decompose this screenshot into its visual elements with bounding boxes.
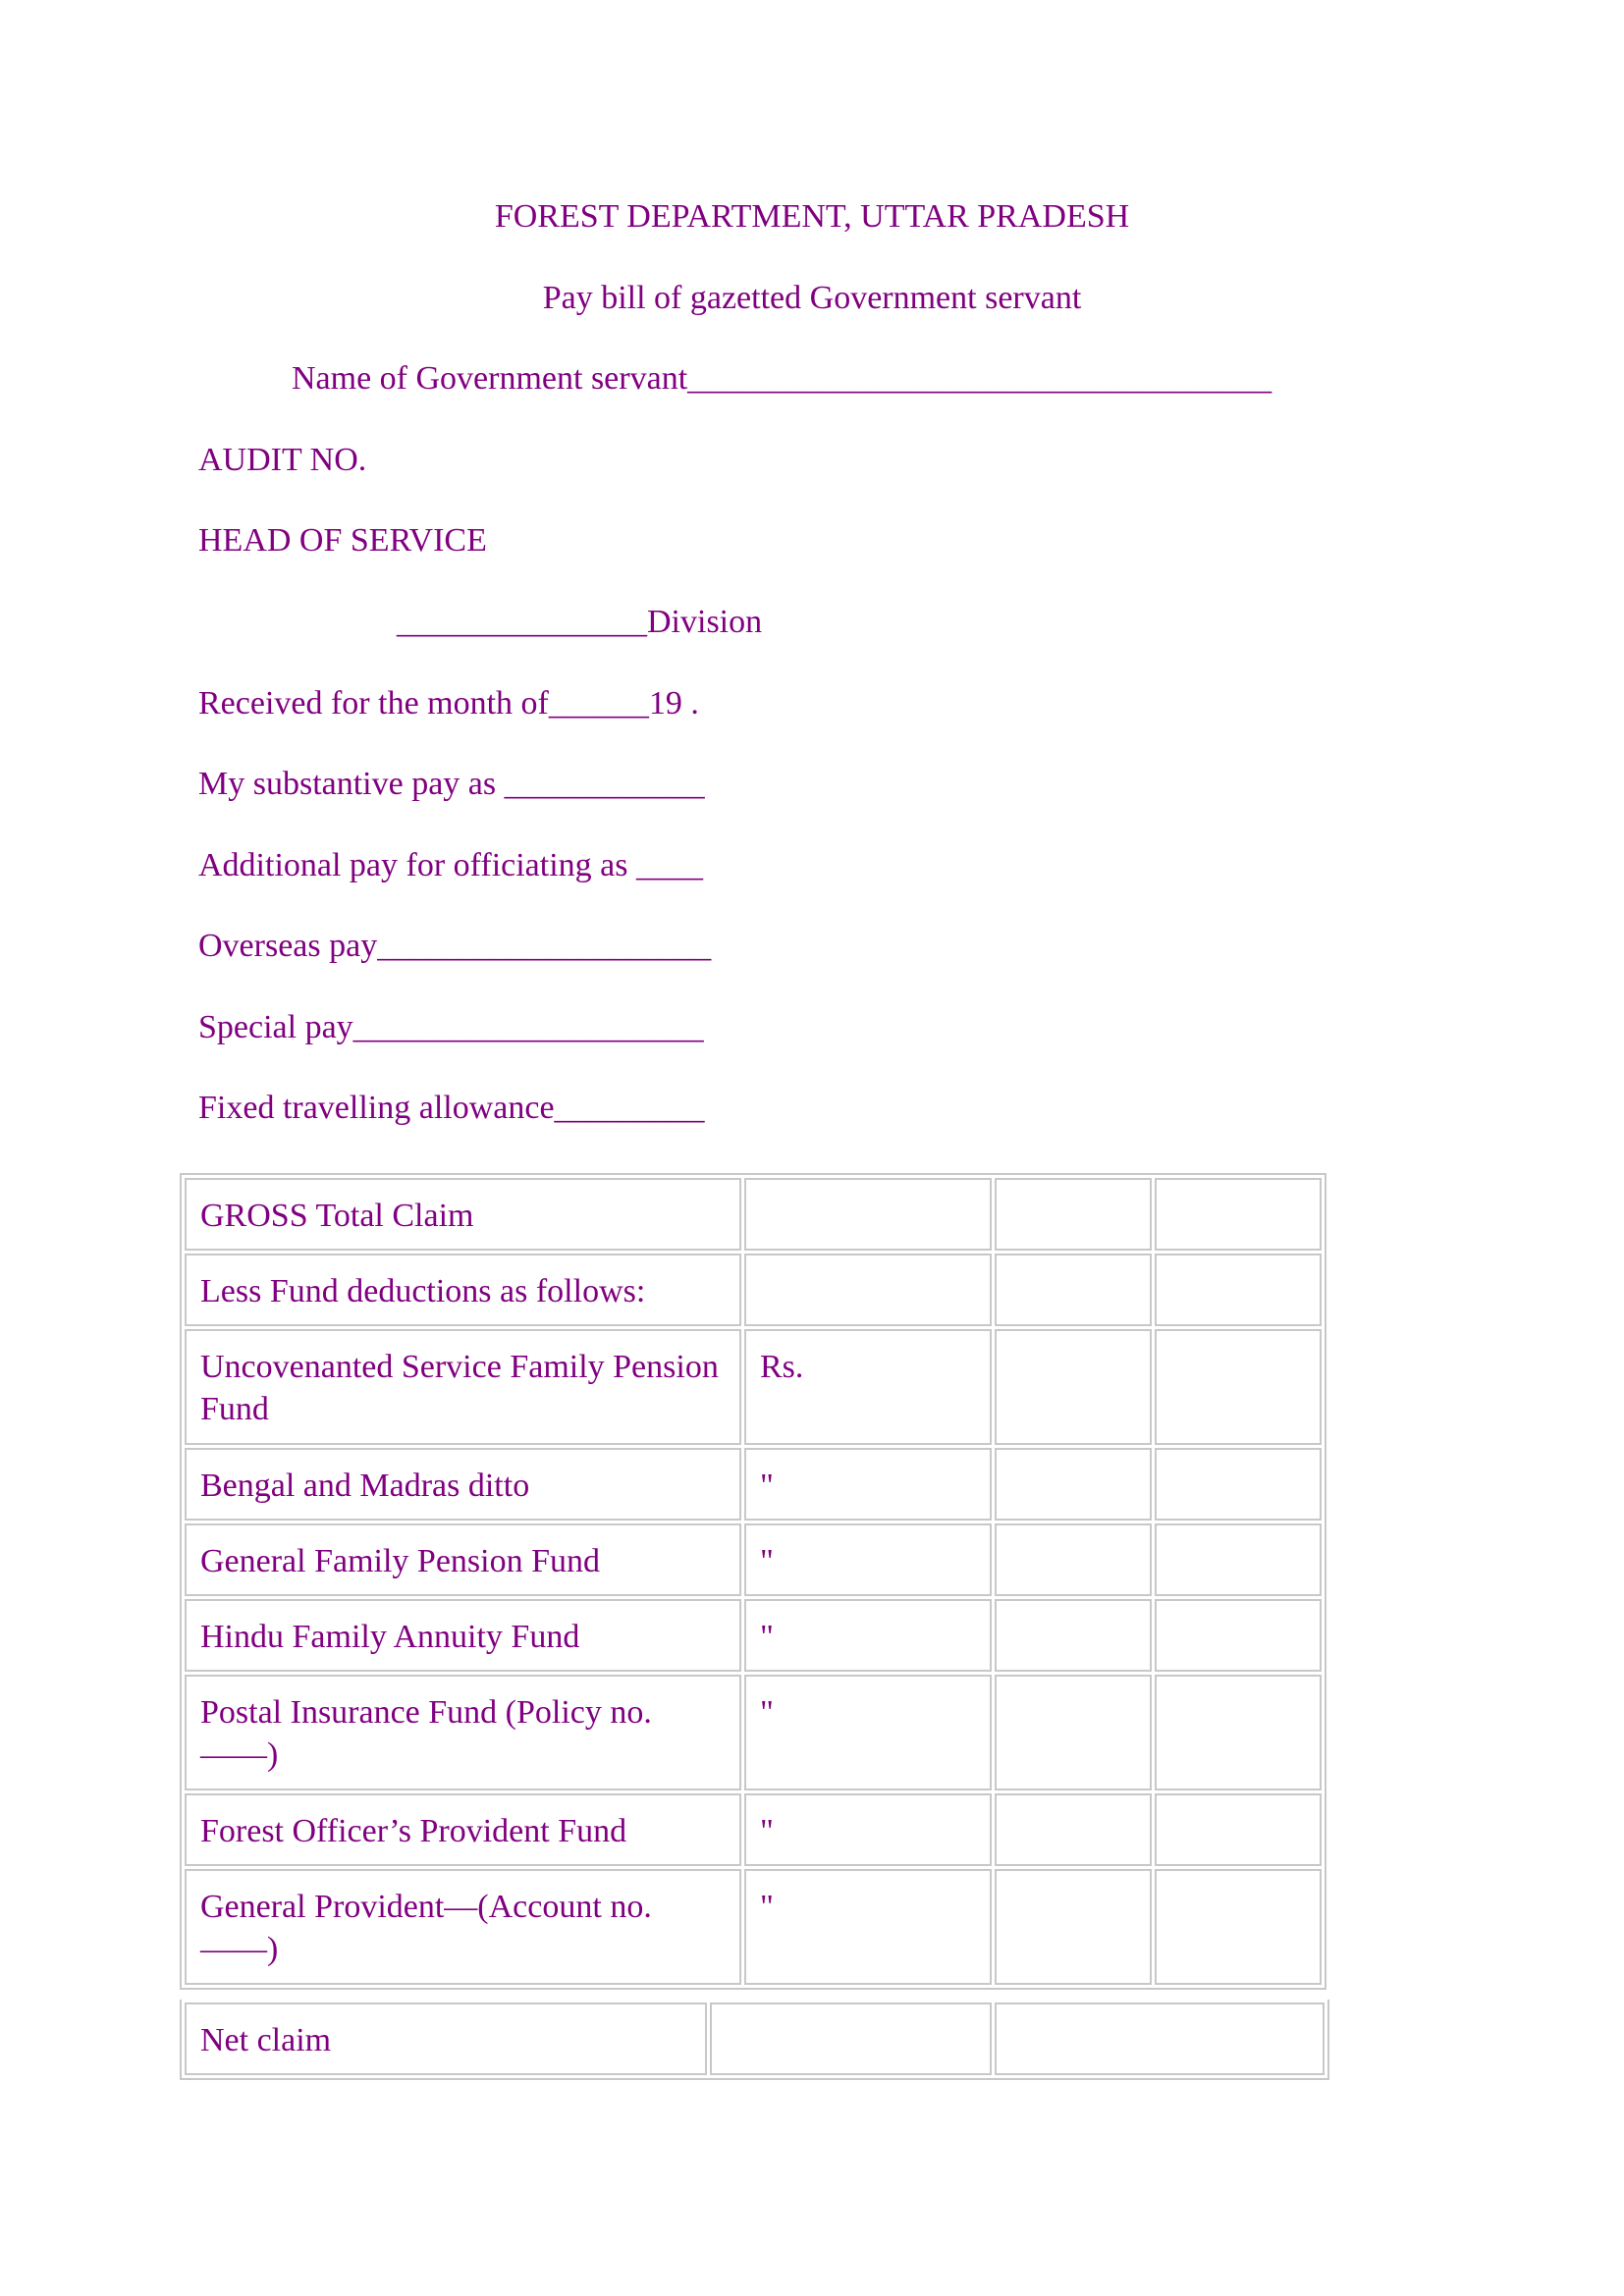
head-of-service-label: HEAD OF SERVICE bbox=[198, 522, 487, 559]
overseas-pay-field: Overseas pay____________________ bbox=[198, 928, 712, 964]
table-row bbox=[185, 1178, 1322, 1251]
amount-cell bbox=[1155, 1329, 1322, 1445]
amount-cell bbox=[995, 1599, 1152, 1672]
amount-cell bbox=[1155, 1448, 1322, 1521]
amount-cell bbox=[1155, 1675, 1322, 1790]
amount-cell bbox=[995, 1254, 1152, 1326]
form-subtitle: Pay bill of gazetted Government servant bbox=[542, 280, 1082, 316]
row-unit: " bbox=[744, 1675, 992, 1790]
amount-cell bbox=[1155, 1793, 1322, 1866]
table-row bbox=[185, 1869, 1322, 1985]
row-label: GROSS Total Claim bbox=[185, 1178, 741, 1251]
row-unit bbox=[744, 1178, 992, 1251]
row-label: Less Fund deductions as follows: bbox=[185, 1254, 741, 1326]
table-row bbox=[185, 1254, 1322, 1326]
table-row bbox=[185, 1523, 1322, 1596]
table-row bbox=[185, 1675, 1322, 1790]
table-row bbox=[185, 1448, 1322, 1521]
substantive-pay-field: My substantive pay as ____________ bbox=[198, 766, 705, 802]
net-claim-label: Net claim bbox=[185, 2002, 707, 2075]
amount-cell bbox=[995, 2002, 1325, 2075]
row-label: General Provident—(Account no.——) bbox=[185, 1869, 741, 1985]
row-label: General Family Pension Fund bbox=[185, 1523, 741, 1596]
fixed-travelling-field: Fixed travelling allowance_________ bbox=[198, 1090, 705, 1126]
row-label: Forest Officer’s Provident Fund bbox=[185, 1793, 741, 1866]
amount-cell bbox=[1155, 1254, 1322, 1326]
table-row bbox=[185, 1793, 1322, 1866]
table-row bbox=[185, 1599, 1322, 1672]
department-title: FOREST DEPARTMENT, UTTAR PRADESH bbox=[494, 198, 1130, 235]
row-label: Hindu Family Annuity Fund bbox=[185, 1599, 741, 1672]
amount-cell bbox=[995, 1869, 1152, 1985]
amount-cell bbox=[995, 1448, 1152, 1521]
division-field: _______________Division bbox=[397, 604, 763, 640]
audit-no-label: AUDIT NO. bbox=[198, 442, 367, 478]
received-month-field: Received for the month of______19 . bbox=[198, 685, 699, 721]
amount-cell bbox=[995, 1329, 1152, 1445]
amount-cell bbox=[995, 1178, 1152, 1251]
net-claim-table bbox=[180, 2000, 1329, 2080]
row-label: Postal Insurance Fund (Policy no.——) bbox=[185, 1675, 741, 1790]
amount-cell bbox=[1155, 1599, 1322, 1672]
row-unit: " bbox=[744, 1793, 992, 1866]
row-unit: " bbox=[744, 1869, 992, 1985]
row-unit bbox=[744, 1254, 992, 1326]
amount-cell bbox=[995, 1675, 1152, 1790]
table-row bbox=[185, 1329, 1322, 1445]
amount-cell bbox=[710, 2002, 992, 2075]
special-pay-field: Special pay_____________________ bbox=[198, 1009, 704, 1045]
amount-cell bbox=[995, 1793, 1152, 1866]
deductions-table bbox=[180, 1173, 1326, 1990]
row-label: Uncovenanted Service Family Pension Fund bbox=[185, 1329, 741, 1445]
name-of-servant-field: Name of Government servant___________________________________ bbox=[292, 360, 1272, 397]
amount-cell bbox=[1155, 1178, 1322, 1251]
row-label: Bengal and Madras ditto bbox=[185, 1448, 741, 1521]
table-row bbox=[185, 2002, 1325, 2075]
additional-pay-field: Additional pay for officiating as ____ bbox=[198, 847, 703, 883]
row-unit: " bbox=[744, 1523, 992, 1596]
row-unit: " bbox=[744, 1448, 992, 1521]
row-unit: Rs. bbox=[744, 1329, 992, 1445]
row-unit: " bbox=[744, 1599, 992, 1672]
amount-cell bbox=[995, 1523, 1152, 1596]
amount-cell bbox=[1155, 1869, 1322, 1985]
amount-cell bbox=[1155, 1523, 1322, 1596]
